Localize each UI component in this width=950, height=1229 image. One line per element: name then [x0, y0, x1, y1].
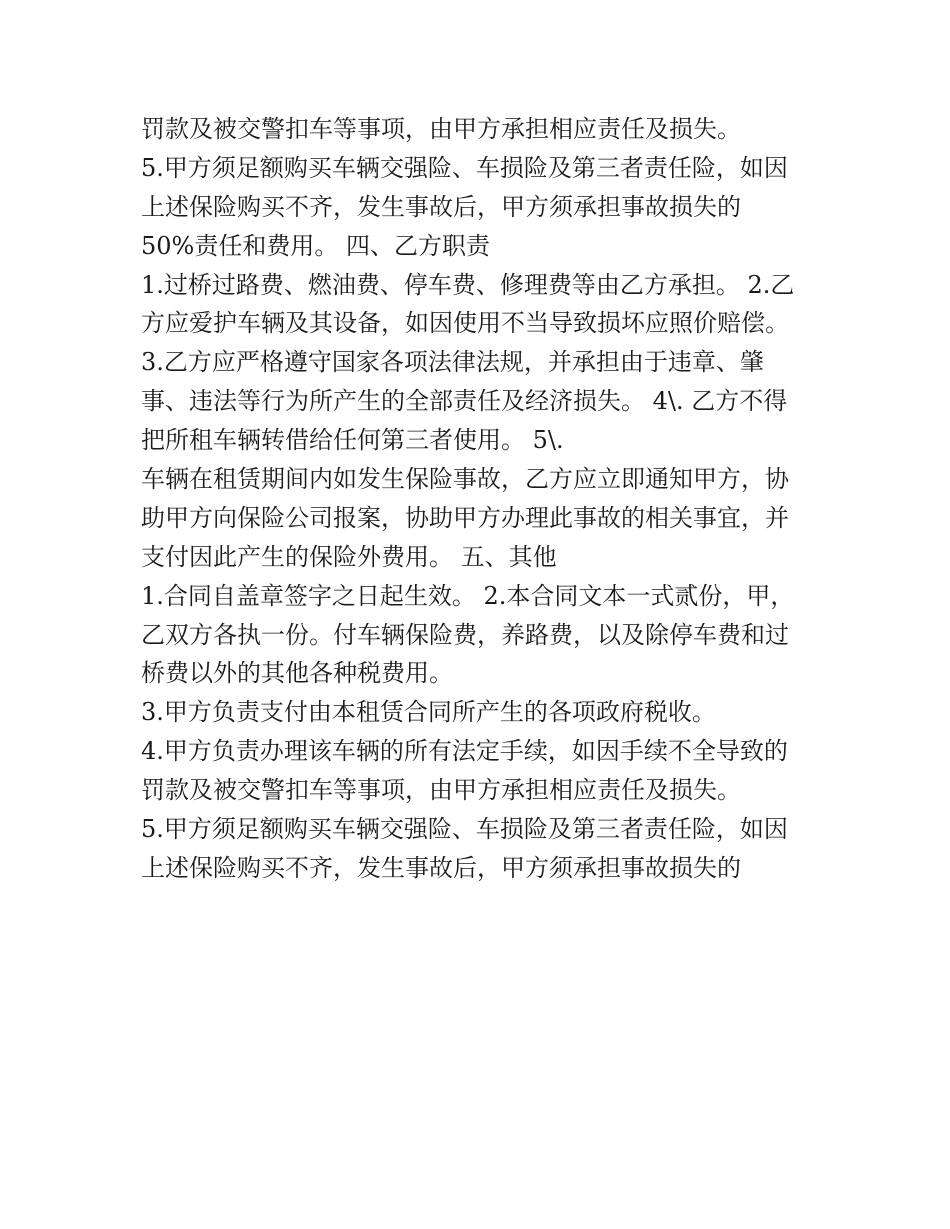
text-line: 上述保险购买不齐，发生事故后，甲方须承担事故损失的 [141, 192, 741, 221]
text-line: 罚款及被交警扣车等事项，由甲方承担相应责任及损失。 [141, 776, 741, 805]
text-line: 桥费以外的其他各种税费用。 [141, 659, 453, 688]
text-line: 方应爱护车辆及其设备，如因使用不当导致损坏应照价赔偿。 [141, 309, 789, 338]
document-body [141, 110, 841, 888]
text-line: 支付因此产生的保险外费用。 五、其他 [141, 542, 557, 571]
text-line: 5.甲方须足额购买车辆交强险、车损险及第三者责任险，如因 [141, 815, 788, 844]
text-line: 罚款及被交警扣车等事项，由甲方承担相应责任及损失。 [141, 115, 741, 143]
text-line: 3.乙方应严格遵守国家各项法律法规，并承担由于违章、肇 [141, 348, 764, 377]
text-line: 助甲方向保险公司报案，协助甲方办理此事故的相关事宜，并 [141, 503, 789, 532]
text-line: 1.合同自盖章签字之日起生效。 2.本合同文本一式贰份，甲， [141, 581, 795, 610]
text-line: 乙双方各执一份。付车辆保险费，养路费，以及除停车费和过 [141, 620, 789, 649]
text-line: 3.甲方负责支付由本租赁合同所产生的各项政府税收。 [141, 698, 716, 727]
text-line: 1.过桥过路费、燃油费、停车费、修理费等由乙方承担。 2.乙 [141, 270, 795, 299]
text-line: 上述保险购买不齐，发生事故后，甲方须承担事故损失的 [141, 853, 741, 882]
text-line: 事、违法等行为所产生的全部责任及经济损失。 4\. 乙方不得 [141, 387, 788, 416]
text-line: 4.甲方负责办理该车辆的所有法定手续，如因手续不全导致的 [141, 737, 788, 766]
text-line: 车辆在租赁期间内如发生保险事故，乙方应立即通知甲方，协 [141, 465, 789, 494]
text-line: 把所租车辆转借给任何第三者使用。 5\. [141, 426, 564, 455]
text-line: 50%责任和费用。 四、乙方职责 [141, 231, 490, 260]
text-line: 5.甲方须足额购买车辆交强险、车损险及第三者责任险，如因 [141, 153, 788, 182]
